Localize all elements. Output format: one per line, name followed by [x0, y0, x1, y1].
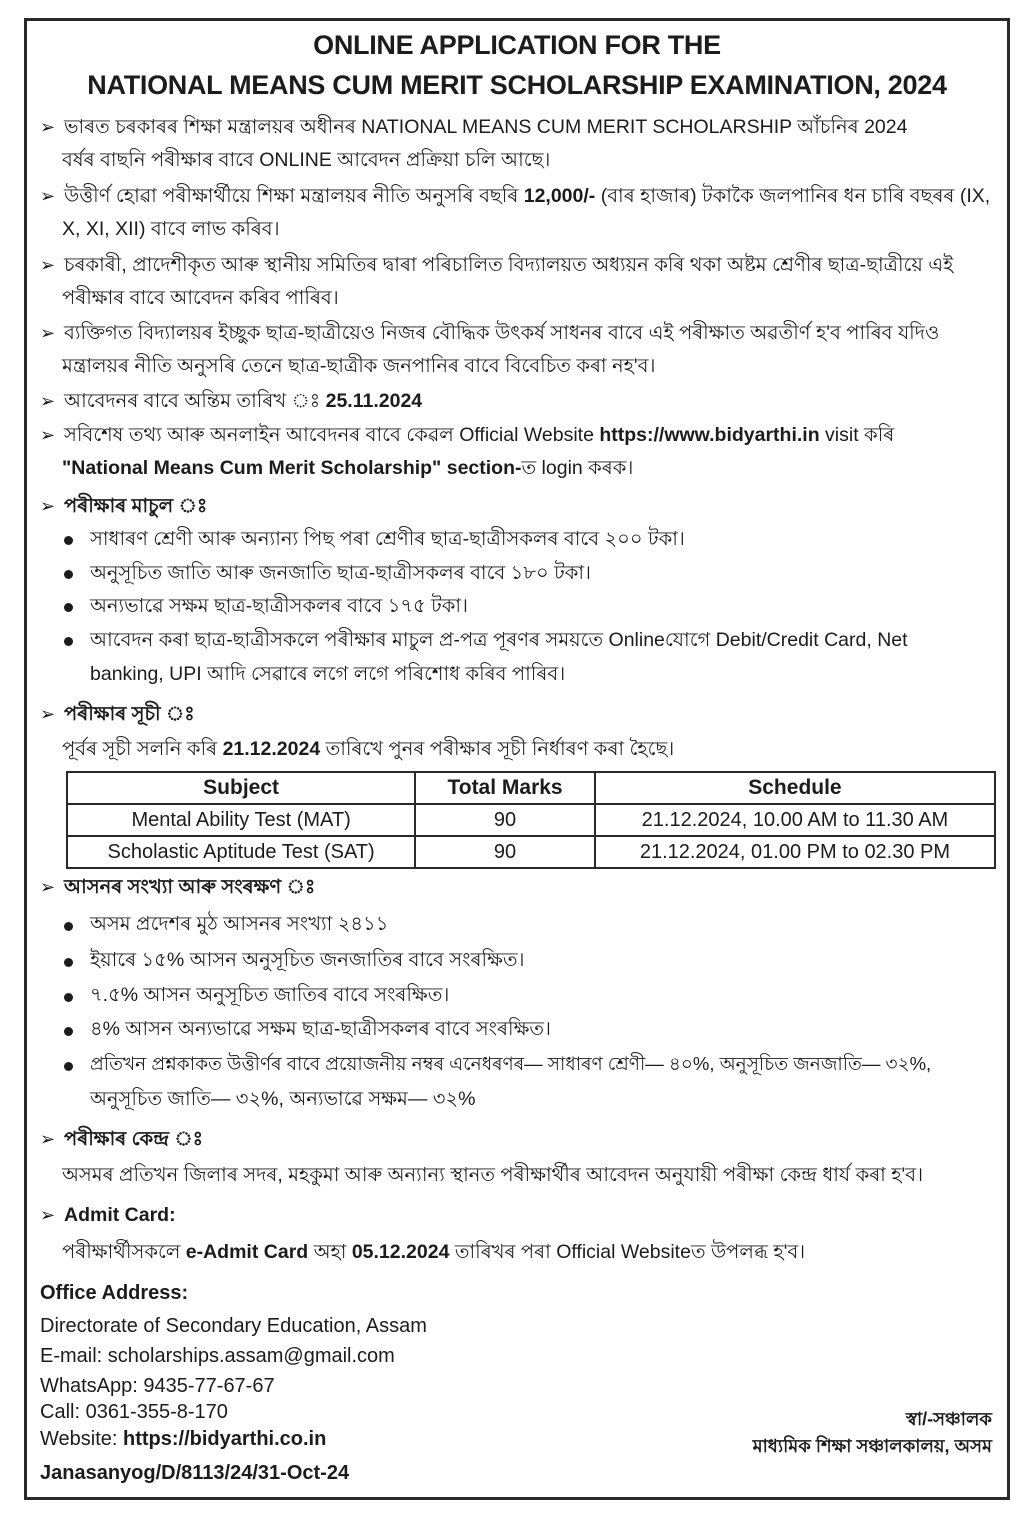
intro-p3-cont: পৰীক্ষাৰ বাবে আবেদন কৰিব পাৰিব।: [62, 287, 339, 309]
bullet-icon: [64, 922, 73, 931]
bullet-icon: [64, 637, 73, 646]
admit-date: 05.12.2024: [351, 1241, 450, 1263]
arrow-icon: ➢: [40, 323, 56, 343]
office-email: E-mail: scholarships.assam@gmail.com: [40, 1345, 395, 1367]
scholarship-amount: 12,000/-: [523, 185, 596, 207]
cell-schedule: 21.12.2024, 10.00 AM to 11.30 AM: [595, 804, 995, 836]
office-whatsapp: WhatsApp: 9435-77-67-67: [40, 1375, 275, 1397]
arrow-icon: ➢: [40, 255, 56, 275]
admit-heading: ➢ Admit Card:: [40, 1204, 176, 1226]
arrow-icon: ➢: [40, 391, 56, 411]
arrow-icon: ➢: [40, 496, 56, 516]
table-header-row: [67, 772, 995, 804]
intro-p1-cont: বৰ্ষৰ বাছনি পৰীক্ষাৰ বাবে ONLINE আবেদন প্ৰক্ৰিয়া চলি আছে।: [62, 149, 551, 171]
title-line-1: ONLINE APPLICATION FOR THE: [313, 30, 721, 60]
table-row: [67, 836, 995, 868]
intro-p4-cont: মন্ত্ৰালয়ৰ নীতি অনুসৰি তেনে ছাত্ৰ-ছাত্ৰীক জনপানিৰ বাবে বিবেচিত কৰা নহ'ব।: [62, 355, 656, 377]
col-header-marks: Total Marks: [415, 772, 595, 804]
arrow-icon: ➢: [40, 1205, 56, 1225]
office-heading: Office Address:: [40, 1282, 189, 1304]
arrow-icon: ➢: [40, 877, 56, 897]
office-call: Call: 0361-355-8-170: [40, 1401, 228, 1423]
bullet-icon: [64, 958, 73, 967]
table-row: [67, 804, 995, 836]
col-header-subject: Subject: [67, 772, 415, 804]
intro-p6: ➢ সবিশেষ তথ্য আৰু অনলাইন আবেদনৰ বাবে কেৱল Official Website https://www.bidyarthi.in visit কৰি: [40, 424, 895, 446]
fees-heading: ➢ পৰীক্ষাৰ মাচুল ঃ: [40, 495, 208, 517]
arrow-icon: ➢: [40, 117, 56, 137]
signature-line-2: মাধ্যমিক শিক্ষা সঞ্চালকালয়, অসম: [752, 1436, 992, 1456]
arrow-icon: ➢: [40, 425, 56, 445]
arrow-icon: ➢: [40, 186, 56, 206]
cell-marks: 90: [415, 836, 595, 868]
seats-heading: ➢ আসনৰ সংখ্যা আৰু সংৰক্ষণ ঃ: [40, 876, 316, 898]
fee-item-3: অন্যভাৱে সক্ষম ছাত্ৰ-ছাত্ৰীসকলৰ বাবে ১৭৫ টকা।: [90, 595, 468, 617]
signature-line-1: স্বা/-সঞ্চালক: [905, 1409, 992, 1429]
cell-subject: Scholastic Aptitude Test (SAT): [67, 836, 415, 868]
intro-p2: ➢ উত্তীৰ্ণ হোৱা পৰীক্ষাৰ্থীয়ে শিক্ষা মন্ত্ৰালয়ৰ নীতি অনুসৰি বছৰি 12,000/- (বাৰ হাজাৰ) টকাকৈ জলপানিৰ ধন চাৰি বছৰৰ (IX,: [40, 185, 991, 207]
col-header-schedule: Schedule: [595, 772, 995, 804]
last-date-value: 25.11.2024: [325, 390, 423, 412]
centre-text: অসমৰ প্ৰতিখন জিলাৰ সদৰ, মহকুমা আৰু অন্যান্য স্থানত পৰীক্ষাৰ্থীৰ আবেদন অনুযায়ী পৰীক্ষা কেন্দ্ৰ ধাৰ্য কৰা হ'ব।: [62, 1164, 924, 1186]
cell-schedule: 21.12.2024, 01.00 PM to 02.30 PM: [595, 836, 995, 868]
cell-marks: 90: [415, 804, 595, 836]
bullet-icon: [64, 570, 73, 579]
seat-item-3: ৭.৫% আসন অনুসূচিত জাতিৰ বাবে সংৰক্ষিত।: [90, 984, 450, 1006]
website-link[interactable]: https://www.bidyarthi.in: [599, 424, 820, 446]
intro-p6-cont: "National Means Cum Merit Scholarship" section-ত login কৰক।: [62, 457, 634, 479]
seat-item-5: প্ৰতিখন প্ৰশ্নকাকত উত্তীৰ্ণৰ বাবে প্ৰয়োজনীয় নম্বৰ এনেধৰণৰ— সাধাৰণ শ্ৰেণী— ৪০%, অনুসূচিত জনজাতি— ৩২%,: [90, 1053, 932, 1074]
bullet-icon: [64, 993, 73, 1002]
seat-item-1: অসম প্ৰদেশৰ মুঠ আসনৰ সংখ্যা ২৪১১: [90, 913, 389, 935]
title-line-2: NATIONAL MEANS CUM MERIT SCHOLARSHIP EXAMINATION, 2024: [87, 70, 947, 100]
fee-item-1: সাধাৰণ শ্ৰেণী আৰু অন্যান্য পিছ পৰা শ্ৰেণীৰ ছাত্ৰ-ছাত্ৰীসকলৰ বাবে ২০০ টকা।: [90, 528, 685, 550]
bullet-icon: [64, 1062, 73, 1071]
schedule-note: পূৰ্বৰ সূচী সলনি কৰি 21.12.2024 তাৰিখে পুনৰ পৰীক্ষাৰ সূচী নিৰ্ধাৰণ কৰা হৈছে।: [62, 738, 675, 760]
office-website: Website: https://bidyarthi.co.in: [40, 1428, 327, 1450]
seat-item-5-cont: অনুসূচিত জাতি— ৩২%, অন্যভাৱে সক্ষম— ৩২%: [90, 1088, 476, 1110]
intro-p1: ➢ ভাৰত চৰকাৰৰ শিক্ষা মন্ত্ৰালয়ৰ অধীনৰ NATIONAL MEANS CUM MERIT SCHOLARSHIP আঁচনিৰ 2024: [40, 116, 908, 138]
schedule-heading: ➢ পৰীক্ষাৰ সূচী ঃ: [40, 703, 195, 725]
fee-item-4-cont: banking, UPI আদি সেৱাৰে লগে লগে পৰিশোধ কৰিব পাৰিব।: [90, 663, 566, 685]
bullet-icon: [64, 603, 73, 612]
seat-item-2: ইয়াৰে ১৫% আসন অনুসূচিত জনজাতিৰ বাবে সংৰক্ষিত।: [90, 949, 525, 971]
fee-item-4: আবেদন কৰা ছাত্ৰ-ছাত্ৰীসকলে পৰীক্ষাৰ মাচুল প্ৰ-পত্ৰ পূৰণৰ সময়তে Onlineযোগে Debit/Credit Card, Net: [90, 629, 908, 651]
intro-p2-cont: X, XI, XII) বাবে লাভ কৰিব।: [62, 218, 280, 240]
section-name: "National Means Cum Merit Scholarship" section-: [62, 457, 522, 479]
cell-subject: Mental Ability Test (MAT): [67, 804, 415, 836]
office-website-link[interactable]: https://bidyarthi.co.in: [123, 1428, 327, 1450]
intro-p3: ➢ চৰকাৰী, প্ৰাদেশীকৃত আৰু স্থানীয় সমিতিৰ দ্বাৰা পৰিচালিত বিদ্যালয়ত অধ্যয়ন কৰি থকা অষ্টম শ্ৰেণীৰ ছাত্ৰ-ছাত্ৰীয়ে এই: [40, 254, 954, 276]
office-name: Directorate of Secondary Education, Assam: [40, 1315, 427, 1337]
admit-text: পৰীক্ষাৰ্থীসকলে e-Admit Card অহা 05.12.2024 তাৰিখৰ পৰা Official Websiteত উপলব্ধ হ'ব।: [62, 1241, 806, 1263]
reference-number: Janasanyog/D/8113/24/31-Oct-24: [40, 1462, 350, 1484]
schedule-table: [66, 771, 996, 869]
intro-p4: ➢ ব্যক্তিগত বিদ্যালয়ৰ ইচ্ছুক ছাত্ৰ-ছাত্ৰীয়েও নিজৰ বৌদ্ধিক উৎকৰ্ষ সাধনৰ বাবে এই পৰীক্ষাত অৱতীৰ্ণ হ'ব পাৰিব যদিও: [40, 322, 940, 344]
seat-item-4: ৪% আসন অন্যভাৱে সক্ষম ছাত্ৰ-ছাত্ৰীসকলৰ বাবে সংৰক্ষিত।: [90, 1018, 552, 1040]
bullet-icon: [64, 1027, 73, 1036]
centre-heading: ➢ পৰীক্ষাৰ কেন্দ্ৰ ঃ: [40, 1128, 204, 1150]
arrow-icon: ➢: [40, 704, 56, 724]
schedule-date: 21.12.2024: [222, 738, 321, 760]
last-date: ➢ আবেদনৰ বাবে অন্তিম তাৰিখ ঃ 25.11.2024: [40, 390, 423, 412]
bullet-icon: [64, 536, 73, 545]
arrow-icon: ➢: [40, 1129, 56, 1149]
fee-item-2: অনুসূচিত জাতি আৰু জনজাতি ছাত্ৰ-ছাত্ৰীসকলৰ বাবে ১৮০ টকা।: [90, 562, 591, 584]
admit-card-label: e-Admit Card: [185, 1241, 309, 1263]
